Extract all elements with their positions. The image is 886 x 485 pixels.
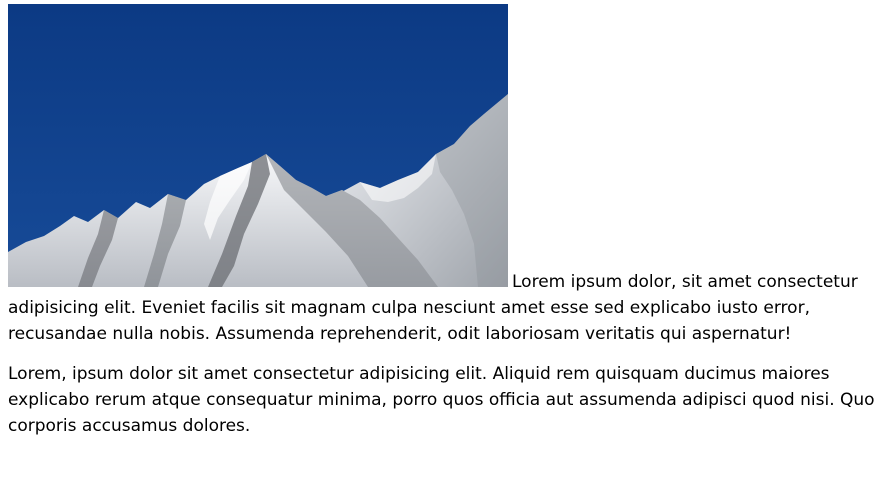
mountain-image: [8, 4, 508, 287]
mountain-photo-icon: [8, 4, 508, 287]
first-paragraph-text: Lorem ipsum dolor, sit amet consectetur adipisicing elit. Eveniet facilis sit magnam culpa nesciunt amet esse sed explicabo iusto error, recusandae nulla nobis. Assumenda reprehenderit, odit laboriosam veritatis qui aspernatur!: [8, 272, 858, 344]
second-paragraph: Lorem, ipsum dolor sit amet consectetur adipisicing elit. Aliquid rem quisquam ducimus maiores explicabo rerum atque consequatur minima, porro quos officia aut assumenda adipisci quod nisi. Quo corporis accusamus dolores.: [8, 364, 875, 436]
first-paragraph: [8, 4, 878, 347]
